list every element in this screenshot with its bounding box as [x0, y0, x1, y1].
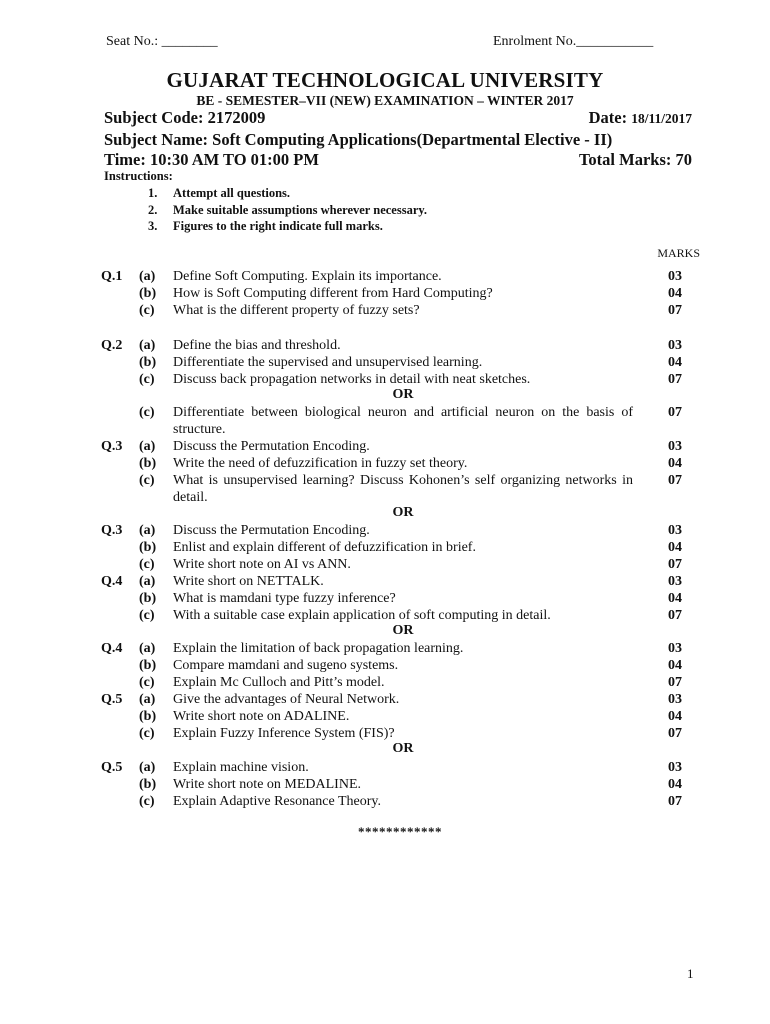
question-marks: 03 [668, 641, 682, 656]
question-number: Q.2 [101, 338, 123, 353]
sub-question-label: (b) [139, 777, 157, 792]
question-marks: 07 [668, 726, 682, 741]
question-text: Define the bias and threshold. [173, 338, 341, 353]
university-title: GUJARAT TECHNOLOGICAL UNIVERSITY [166, 68, 604, 92]
sub-question-label: (b) [139, 591, 157, 606]
sub-question-label: (c) [139, 608, 155, 623]
instruction-text: Figures to the right indicate full marks. [173, 219, 383, 233]
question-marks: 07 [668, 405, 682, 420]
question-marks: 07 [668, 608, 682, 623]
question-marks: 07 [668, 473, 682, 488]
question-marks: 03 [668, 269, 682, 284]
question-text: What is unsupervised learning? Discuss Kohonen’s self organizing networks in detail. [173, 473, 633, 505]
sub-question-label: (c) [139, 372, 155, 387]
question-number: Q.4 [101, 641, 123, 656]
question-marks: 04 [668, 777, 682, 792]
question-text: Explain the limitation of back propagation learning. [173, 641, 464, 656]
seat-number-field: Seat No.: ________ [106, 34, 218, 49]
sub-question-label: (a) [139, 574, 156, 589]
sub-question-label: (a) [139, 439, 156, 454]
question-text: Discuss back propagation networks in detail with neat sketches. [173, 372, 531, 387]
question-text: Give the advantages of Neural Network. [173, 692, 400, 707]
question-marks: 04 [668, 709, 682, 724]
question-marks: 03 [668, 439, 682, 454]
total-marks: Total Marks: 70 [578, 150, 692, 169]
instruction-number: 1. [148, 186, 158, 200]
instructions-heading: Instructions: [104, 169, 173, 183]
question-text: Discuss the Permutation Encoding. [173, 439, 370, 454]
question-text: Write the need of defuzzification in fuzzy set theory. [173, 456, 468, 471]
question-text: Explain Fuzzy Inference System (FIS)? [173, 726, 395, 741]
question-number: Q.3 [101, 523, 123, 538]
question-marks: 04 [668, 355, 682, 370]
sub-question-label: (a) [139, 760, 156, 775]
sub-question-label: (c) [139, 726, 155, 741]
question-text: Enlist and explain different of defuzzification in brief. [173, 540, 476, 555]
date-label: Date: [588, 108, 628, 127]
question-text: Explain Adaptive Resonance Theory. [173, 794, 381, 809]
sub-question-label: (b) [139, 709, 157, 724]
question-marks: 04 [668, 658, 682, 673]
question-text: Compare mamdani and sugeno systems. [173, 658, 399, 673]
question-marks: 03 [668, 574, 682, 589]
question-text: Write short note on ADALINE. [173, 709, 350, 724]
sub-question-label: (a) [139, 338, 156, 353]
instruction-text: Attempt all questions. [173, 186, 291, 200]
sub-question-label: (a) [139, 641, 156, 656]
question-number: Q.5 [101, 692, 123, 707]
sub-question-label: (b) [139, 540, 157, 555]
question-number: Q.5 [101, 760, 123, 775]
sub-question-label: (c) [139, 303, 155, 318]
question-marks: 03 [668, 338, 682, 353]
sub-question-label: (c) [139, 405, 155, 420]
question-text: With a suitable case explain application of soft computing in detail. [173, 608, 551, 623]
question-number: Q.1 [101, 269, 123, 284]
or-separator: OR [392, 505, 414, 520]
end-of-paper-marker: ************ [358, 824, 442, 839]
sub-question-label: (b) [139, 355, 157, 370]
question-number: Q.4 [101, 574, 123, 589]
question-marks: 07 [668, 675, 682, 690]
question-marks: 04 [668, 286, 682, 301]
question-text: What is mamdani type fuzzy inference? [173, 591, 396, 606]
exam-title: BE - SEMESTER–VII (NEW) EXAMINATION – WINTER 2017 [196, 93, 574, 108]
sub-question-label: (a) [139, 692, 156, 707]
instruction-text: Make suitable assumptions wherever necessary. [173, 202, 428, 217]
date-value: 18/11/2017 [631, 111, 692, 126]
sub-question-label: (a) [139, 523, 156, 538]
subject-name: Subject Name: Soft Computing Applications(Departmental Elective - II) [104, 130, 613, 149]
instruction-number: 3. [148, 219, 158, 233]
question-number: Q.3 [101, 439, 123, 454]
sub-question-label: (c) [139, 473, 155, 488]
or-separator: OR [392, 623, 414, 638]
question-marks: 04 [668, 540, 682, 555]
question-marks: 07 [668, 794, 682, 809]
question-text: Write short note on AI vs ANN. [173, 557, 351, 572]
subject-code: Subject Code: 2172009 [104, 108, 266, 127]
or-separator: OR [392, 387, 414, 402]
question-marks: 07 [668, 303, 682, 318]
question-marks: 03 [668, 523, 682, 538]
question-text: Differentiate between biological neuron and artificial neuron on the basis of structure. [173, 405, 633, 437]
question-text: Differentiate the supervised and unsupervised learning. [173, 355, 483, 370]
question-text: Explain Mc Culloch and Pitt’s model. [173, 675, 385, 690]
question-text: Write short note on MEDALINE. [173, 777, 362, 792]
sub-question-label: (b) [139, 286, 157, 301]
sub-question-label: (c) [139, 675, 155, 690]
question-marks: 04 [668, 591, 682, 606]
question-text: Discuss the Permutation Encoding. [173, 523, 370, 538]
question-text: Explain machine vision. [173, 760, 309, 775]
sub-question-label: (b) [139, 456, 157, 471]
or-separator: OR [392, 741, 414, 756]
sub-question-label: (c) [139, 794, 155, 809]
page-number: 1 [687, 966, 694, 981]
question-marks: 07 [668, 372, 682, 387]
question-marks: 04 [668, 456, 682, 471]
question-marks: 03 [668, 760, 682, 775]
instruction-number: 2. [148, 202, 158, 217]
sub-question-label: (a) [139, 269, 156, 284]
question-text: Define Soft Computing. Explain its importance. [173, 269, 442, 284]
question-text: Write short on NETTALK. [173, 574, 324, 589]
exam-time: Time: 10:30 AM TO 01:00 PM [104, 150, 319, 169]
sub-question-label: (c) [139, 557, 155, 572]
marks-column-heading: MARKS [657, 246, 700, 260]
question-marks: 03 [668, 692, 682, 707]
question-text: What is the different property of fuzzy sets? [173, 303, 420, 318]
question-marks: 07 [668, 557, 682, 572]
sub-question-label: (b) [139, 658, 157, 673]
enrolment-number-field: Enrolment No.___________ [493, 34, 654, 49]
question-text: How is Soft Computing different from Hard Computing? [173, 286, 493, 301]
